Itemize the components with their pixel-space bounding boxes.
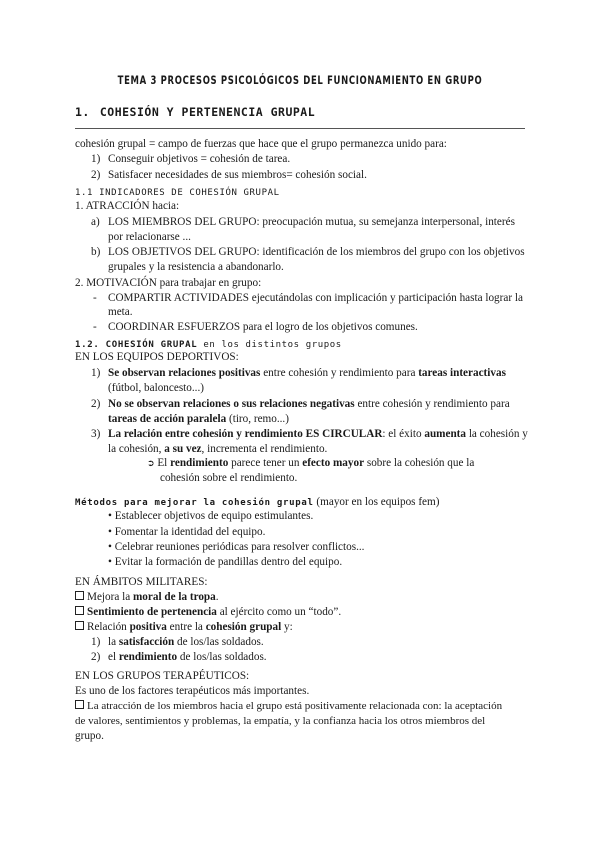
motivacion-label: 2. MOTIVACIÓN para trabajar en grupo: xyxy=(75,277,262,289)
document-title: TEMA 3 PROCESOS PSICOLÓGICOS DEL FUNCIONAMIENTO EN GRUPO xyxy=(117,73,483,87)
list-item-continuation: por relacionarse ... xyxy=(108,231,191,243)
list-item-continuation: la cohesión, a su vez, incrementa el rendimiento. xyxy=(108,443,328,455)
paragraph-line: Es uno de los factores terapéuticos más importantes. xyxy=(75,685,310,697)
list-item-continuation: (fútbol, baloncesto...) xyxy=(108,382,205,394)
list-marker: 2) xyxy=(91,398,101,410)
bullet-item: • Establecer objetivos de equipo estimulantes. xyxy=(108,510,314,522)
checkbox-item: Sentimiento de pertenencia al ejército como un “todo”. xyxy=(75,605,341,619)
bullet-item: • Evitar la formación de pandillas dentro del equipo. xyxy=(108,556,343,568)
list-item: COMPARTIR ACTIVIDADES ejecutándolas con implicación y participación hasta lograr la xyxy=(108,292,523,304)
deportivos-label: EN LOS EQUIPOS DEPORTIVOS: xyxy=(75,351,239,363)
list-item: LOS MIEMBROS DEL GRUPO: preocupación mutua, su semejanza interpersonal, interés xyxy=(108,216,515,228)
arrow-icon: ➲ xyxy=(147,459,155,469)
list-marker: 1) xyxy=(91,367,101,379)
checkbox-item: Relación positiva entre la cohesión grupal y: xyxy=(75,620,293,634)
bullet-item: • Fomentar la identidad del equipo. xyxy=(108,526,266,538)
militares-label: EN ÁMBITOS MILITARES: xyxy=(75,576,208,588)
bullet-item: • Celebrar reuniones periódicas para resolver conflictos... xyxy=(108,541,365,553)
dash-marker: - xyxy=(93,321,97,333)
terapeuticos-label: EN LOS GRUPOS TERAPÉUTICOS: xyxy=(75,670,250,682)
list-item: Se observan relaciones positivas entre cohesión y rendimiento para tareas interactivas xyxy=(108,367,506,379)
list-marker: 3) xyxy=(91,428,101,440)
checkbox-item: La atracción de los miembros hacia el grupo está positivamente relacionada con: la aceptación xyxy=(75,699,502,713)
list-marker: 2) xyxy=(91,651,101,663)
checkbox-icon xyxy=(75,606,84,615)
list-item-continuation: tareas de acción paralela (tiro, remo...) xyxy=(108,413,289,425)
list-item: Conseguir objetivos = cohesión de tarea. xyxy=(108,153,291,165)
note-line: ➲ El rendimiento parece tener un efecto mayor sobre la cohesión que la xyxy=(147,457,475,469)
subsection-heading: 1.1 INDICADORES DE COHESIÓN GRUPAL xyxy=(75,188,280,198)
checkbox-icon xyxy=(75,591,84,600)
intro-text: cohesión grupal = campo de fuerzas que hace que el grupo permanezca unido para: xyxy=(75,138,447,150)
paragraph-line: de valores, sentimientos y problemas, la empatía, y la confianza hacia los otros miembros del xyxy=(75,715,486,727)
section-number: 1. xyxy=(75,105,90,119)
list-marker: 1) xyxy=(91,636,101,648)
section-title: COHESIÓN Y PERTENENCIA GRUPAL xyxy=(99,105,316,119)
checkbox-item: Mejora la moral de la tropa. xyxy=(75,590,219,604)
list-item-continuation: grupales y la resistencia a abandonarlo. xyxy=(108,261,284,273)
list-marker: a) xyxy=(91,216,100,228)
dash-marker: - xyxy=(93,292,97,304)
section-heading xyxy=(75,105,315,119)
list-item: No se observan relaciones o sus relaciones negativas entre cohesión y rendimiento para xyxy=(108,398,510,410)
metodos-heading: Métodos para mejorar la cohesión grupal (mayor en los equipos fem) xyxy=(75,496,440,508)
atraccion-label: 1. ATRACCIÓN hacia: xyxy=(75,200,180,212)
list-marker: b) xyxy=(91,246,101,258)
list-item: la satisfacción de los/las soldados. xyxy=(108,636,264,648)
list-item: el rendimiento de los/las soldados. xyxy=(108,651,267,663)
list-marker: 2) xyxy=(91,169,101,181)
section-divider xyxy=(75,128,525,129)
list-item: LOS OBJETIVOS DEL GRUPO: identificación de los miembros del grupo con los objetivos xyxy=(108,246,525,258)
paragraph-line: grupo. xyxy=(75,730,104,742)
checkbox-icon xyxy=(75,621,84,630)
list-marker: 1) xyxy=(91,153,101,165)
subsection-heading: 1.2. COHESIÓN GRUPAL en los distintos grupos xyxy=(75,340,342,350)
list-item: La relación entre cohesión y rendimiento ES CIRCULAR: el éxito aumenta la cohesión y xyxy=(108,428,528,440)
list-item: Satisfacer necesidades de sus miembros= cohesión social. xyxy=(108,169,367,181)
checkbox-icon xyxy=(75,700,84,709)
list-item-continuation: meta. xyxy=(108,306,133,318)
list-item: COORDINAR ESFUERZOS para el logro de los objetivos comunes. xyxy=(108,321,418,333)
note-continuation: cohesión sobre el rendimiento. xyxy=(160,472,298,484)
